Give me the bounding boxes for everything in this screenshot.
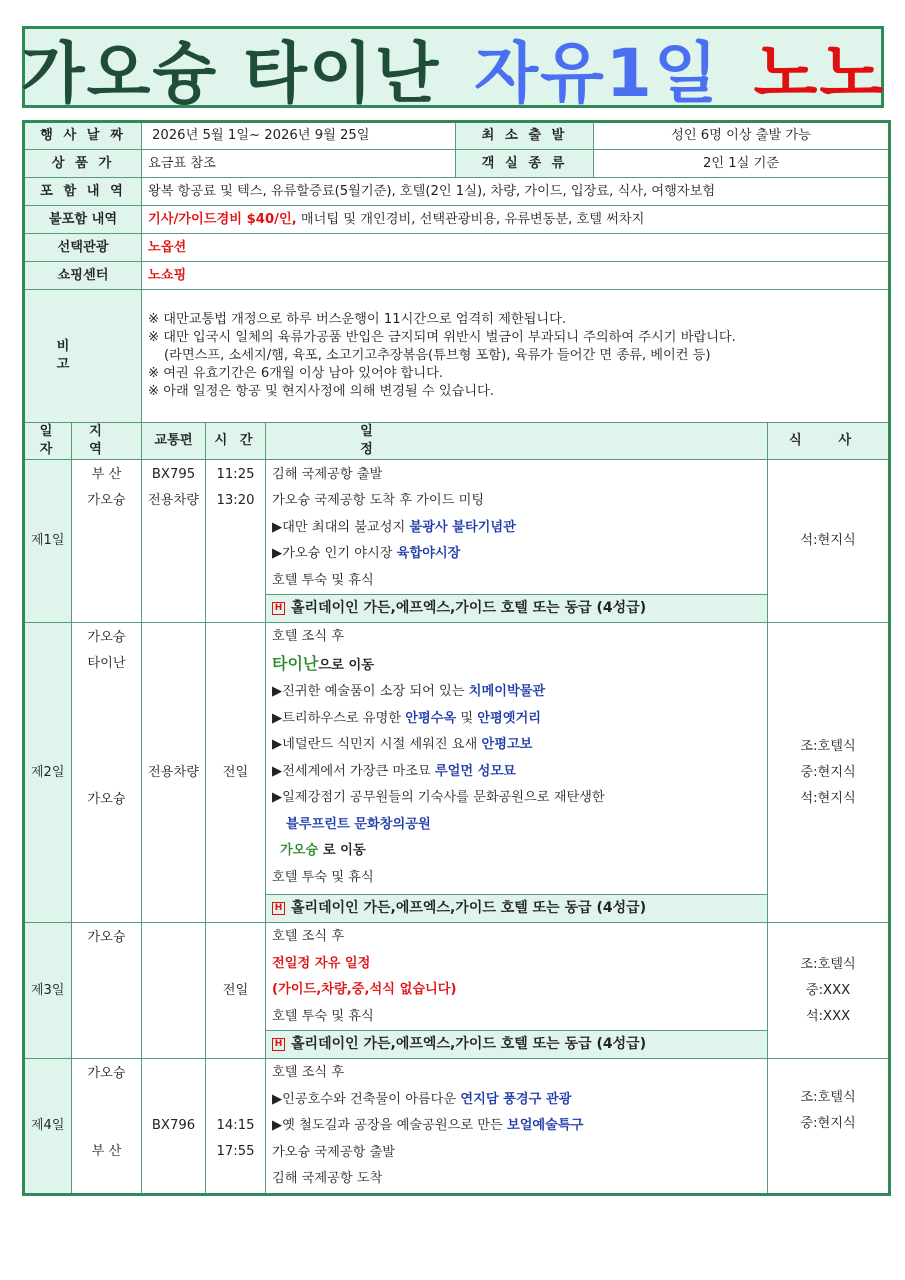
schedule-line: 호텔 조식 후 (272, 929, 345, 945)
exclude-value (142, 206, 890, 234)
schedule-cell (266, 459, 768, 595)
schedule-line: 김해 국제공항 도착 (272, 1171, 383, 1187)
schedule-line (272, 541, 761, 568)
schedule-line (272, 679, 761, 706)
schedule-text: ▶옛 철도길과 공장을 예술공원으로 만든 (272, 1118, 507, 1134)
min-departure-label: 최 소 출 발 (456, 122, 594, 150)
schedule-line: 가오슝 국제공항 출발 (272, 1144, 396, 1160)
schedule-text: ▶대만 최대의 불교성지 (272, 519, 410, 535)
time-item: 11:25 (216, 466, 255, 482)
hotel-name: 홀리데이인 가든,에프엑스,가이드 호텔 또는 동급 (4성급) (291, 1036, 647, 1053)
time-item: 14:15 (216, 1118, 255, 1134)
hotel-name: 홀리데이인 가든,에프엑스,가이드 호텔 또는 동급 (4성급) (291, 900, 647, 917)
region-name: 가오슝 (87, 630, 126, 646)
transport-item: 전용차량 (148, 764, 199, 780)
title-part3: 노노 (753, 34, 886, 112)
region-cell (72, 459, 142, 623)
city-name: 가오슝 (280, 843, 319, 859)
meal-cell (768, 459, 890, 623)
schedule-line: 호텔 조식 후 (272, 629, 345, 645)
attraction-name: 안평고보 (481, 737, 533, 753)
schedule-line: 호텔 투숙 및 휴식 (272, 869, 374, 885)
schedule-line: 호텔 투숙 및 휴식 (272, 572, 374, 588)
region-cell (72, 923, 142, 1059)
schedule-cell (266, 1059, 768, 1195)
schedule-line: 전일정 자유 일정 (272, 955, 371, 971)
schedule-line: 김해 국제공항 출발 (272, 466, 383, 482)
attraction-name: 보얼예술특구 (506, 1118, 584, 1134)
schedule-line (272, 515, 761, 542)
meal-cell (768, 623, 890, 923)
city-name: 타이난 (272, 653, 319, 673)
schedule-line (272, 1087, 761, 1114)
region-name: 부 산 (91, 1144, 122, 1160)
region-name: 타이난 (87, 656, 126, 672)
time-cell (206, 623, 266, 923)
note-item: ※ 대만 입국시 일체의 육류가공품 반입은 금지되며 위반시 벌금이 부과되니 주의하여 주시기 바랍니다. (148, 330, 736, 346)
time-item: 13:20 (216, 492, 255, 508)
header-time: 시 간 (206, 423, 266, 460)
title-banner (20, 26, 886, 112)
date-label: 행 사 날 짜 (24, 122, 142, 150)
schedule-text: ▶가오슝 인기 야시장 (272, 546, 397, 562)
schedule-text: ▶네덜란드 식민지 시절 세워진 요새 (272, 737, 482, 753)
hotel-icon: H (272, 902, 285, 915)
region-name: 가오슝 (87, 1066, 126, 1082)
region-name: 가오슝 (87, 492, 126, 508)
transport-cell (142, 1059, 206, 1195)
meal-item: 석:XXX (805, 1008, 851, 1024)
attraction-name: 안평옛거리 (477, 710, 541, 726)
schedule-line (272, 1113, 761, 1140)
transport-cell (142, 623, 206, 923)
schedule-text: ▶인공호수와 건축물이 아름다운 (272, 1091, 461, 1107)
transport-cell (142, 459, 206, 623)
time-cell (206, 1059, 266, 1195)
schedule-line (272, 732, 761, 759)
meal-cell (768, 923, 890, 1059)
room-type-value: 2인 1실 기준 (594, 150, 890, 178)
meal-item: 중:XXX (805, 982, 851, 998)
time-cell (206, 459, 266, 623)
schedule-line: 호텔 조식 후 (272, 1065, 345, 1081)
schedule-cell (266, 923, 768, 1031)
meal-item: 조:호텔식 (800, 738, 856, 754)
meal-cell (768, 1059, 890, 1195)
schedule-text: 및 (456, 710, 478, 726)
time-item: 17:55 (216, 1144, 255, 1160)
date-value: 2026년 5월 1일~ 2026년 9월 25일 (142, 122, 456, 150)
attraction-name: 치메이박물관 (468, 684, 546, 700)
include-value: 왕복 항공료 및 텍스, 유류할증료(5월기준), 호텔(2인 1실), 차량, 가이드, 입장료, 식사, 여행자보험 (142, 178, 890, 206)
schedule-text: ▶진귀한 예술품이 소장 되어 있는 (272, 684, 469, 700)
note-item: ※ 아래 일정은 항공 및 현지사정에 의해 변경될 수 있습니다. (148, 383, 494, 399)
transport-item: BX796 (151, 1118, 196, 1134)
schedule-line (272, 759, 761, 786)
exclude-guide-fee: 기사/가이드경비 $40/인, (148, 211, 297, 227)
schedule-text: ▶전세계에서 가장큰 마조묘 (272, 763, 435, 779)
header-day: 일 자 (24, 423, 72, 460)
room-type-label: 객 실 종 류 (456, 150, 594, 178)
meal-item: 중:현지식 (800, 1116, 856, 1132)
attraction-name: 불광사 불타기념관 (409, 519, 516, 535)
attraction-name: 육합야시장 (396, 546, 461, 562)
attraction-name: 루얼먼 성모묘 (434, 763, 516, 779)
transport-cell (142, 923, 206, 1059)
option-tour-label: 선택관광 (24, 234, 142, 262)
day-label: 제3일 (24, 923, 72, 1059)
time-cell (206, 923, 266, 1059)
attraction-name: 블루프린트 문화창의공원 (286, 816, 431, 832)
schedule-text: 으로 이동 (318, 657, 374, 673)
schedule-line: 호텔 투숙 및 휴식 (272, 1008, 374, 1024)
hotel-icon: H (272, 602, 285, 615)
header-schedule: 일 정 (266, 423, 768, 460)
transport-item: 전용차량 (148, 492, 199, 508)
attraction-name: 연지담 풍경구 관광 (460, 1091, 572, 1107)
hotel-row (266, 895, 768, 923)
hotel-name: 홀리데이인 가든,에프엑스,가이드 호텔 또는 동급 (4성급) (291, 600, 647, 617)
region-name: 가오슝 (87, 792, 126, 808)
attraction-name: 안평수옥 (405, 710, 457, 726)
shopping-value: 노쇼핑 (142, 262, 890, 290)
hotel-row (266, 1031, 768, 1059)
notes-label: 비 고 (24, 290, 142, 423)
hotel-icon: H (272, 1038, 285, 1051)
include-label: 포 함 내 역 (24, 178, 142, 206)
title-part1: 가오슝 타이난 (20, 34, 441, 112)
meal-item: 조:호텔식 (800, 956, 856, 972)
region-cell (72, 1059, 142, 1195)
title-part2: 자유1일 (474, 34, 720, 112)
schedule-text: ▶트리하우스로 유명한 (272, 710, 406, 726)
meal-item: 석:현지식 (800, 790, 856, 806)
schedule-line: ▶일제강점기 공무원들의 기숙사를 문화공원으로 재탄생한 (272, 790, 605, 806)
note-item: ※ 대만교통법 개정으로 하루 버스운행이 11시간으로 엄격히 제한됩니다. (148, 312, 567, 328)
price-label: 상 품 가 (24, 150, 142, 178)
hotel-row (266, 595, 768, 623)
transport-item: BX795 (151, 466, 196, 482)
itinerary-table (22, 120, 891, 1196)
notes-cell (142, 290, 890, 423)
header-meal: 식 사 (768, 423, 890, 460)
exclude-label: 불포함 내역 (24, 206, 142, 234)
header-transport: 교통편 (142, 423, 206, 460)
exclude-rest: 매너팁 및 개인경비, 선택관광비용, 유류변동분, 호텔 써차지 (296, 211, 645, 227)
region-name: 가오슝 (87, 930, 126, 946)
meal-item: 중:현지식 (800, 764, 856, 780)
schedule-line: (가이드,차량,중,석식 없습니다) (272, 982, 457, 998)
min-departure-value: 성인 6명 이상 출발 가능 (594, 122, 890, 150)
time-item: 전일 (222, 764, 249, 780)
meal-item: 석:현지식 (800, 532, 856, 548)
price-value: 요금표 참조 (142, 150, 456, 178)
schedule-line (272, 706, 761, 733)
time-item: 전일 (222, 982, 249, 998)
note-item: ※ 여권 유효기간은 6개월 이상 남아 있어야 합니다. (148, 365, 444, 381)
schedule-line (272, 651, 761, 680)
region-name: 부 산 (91, 466, 122, 482)
region-cell (72, 623, 142, 923)
schedule-line: 가오슝 국제공항 도착 후 가이드 미팅 (272, 493, 485, 509)
day-label: 제2일 (24, 623, 72, 923)
option-tour-value: 노옵션 (142, 234, 890, 262)
shopping-label: 쇼핑센터 (24, 262, 142, 290)
schedule-cell (266, 623, 768, 895)
schedule-text: 로 이동 (318, 843, 366, 859)
meal-item: 조:호텔식 (800, 1090, 856, 1106)
schedule-line (272, 838, 761, 865)
day-label: 제1일 (24, 459, 72, 623)
header-region: 지 역 (72, 423, 142, 460)
note-item: (라면스프, 소세지/햄, 육포, 소고기고추장볶음(튜브형 포함), 육류가 들어간 면 종류, 베이컨 등) (164, 348, 711, 364)
day-label: 제4일 (24, 1059, 72, 1195)
